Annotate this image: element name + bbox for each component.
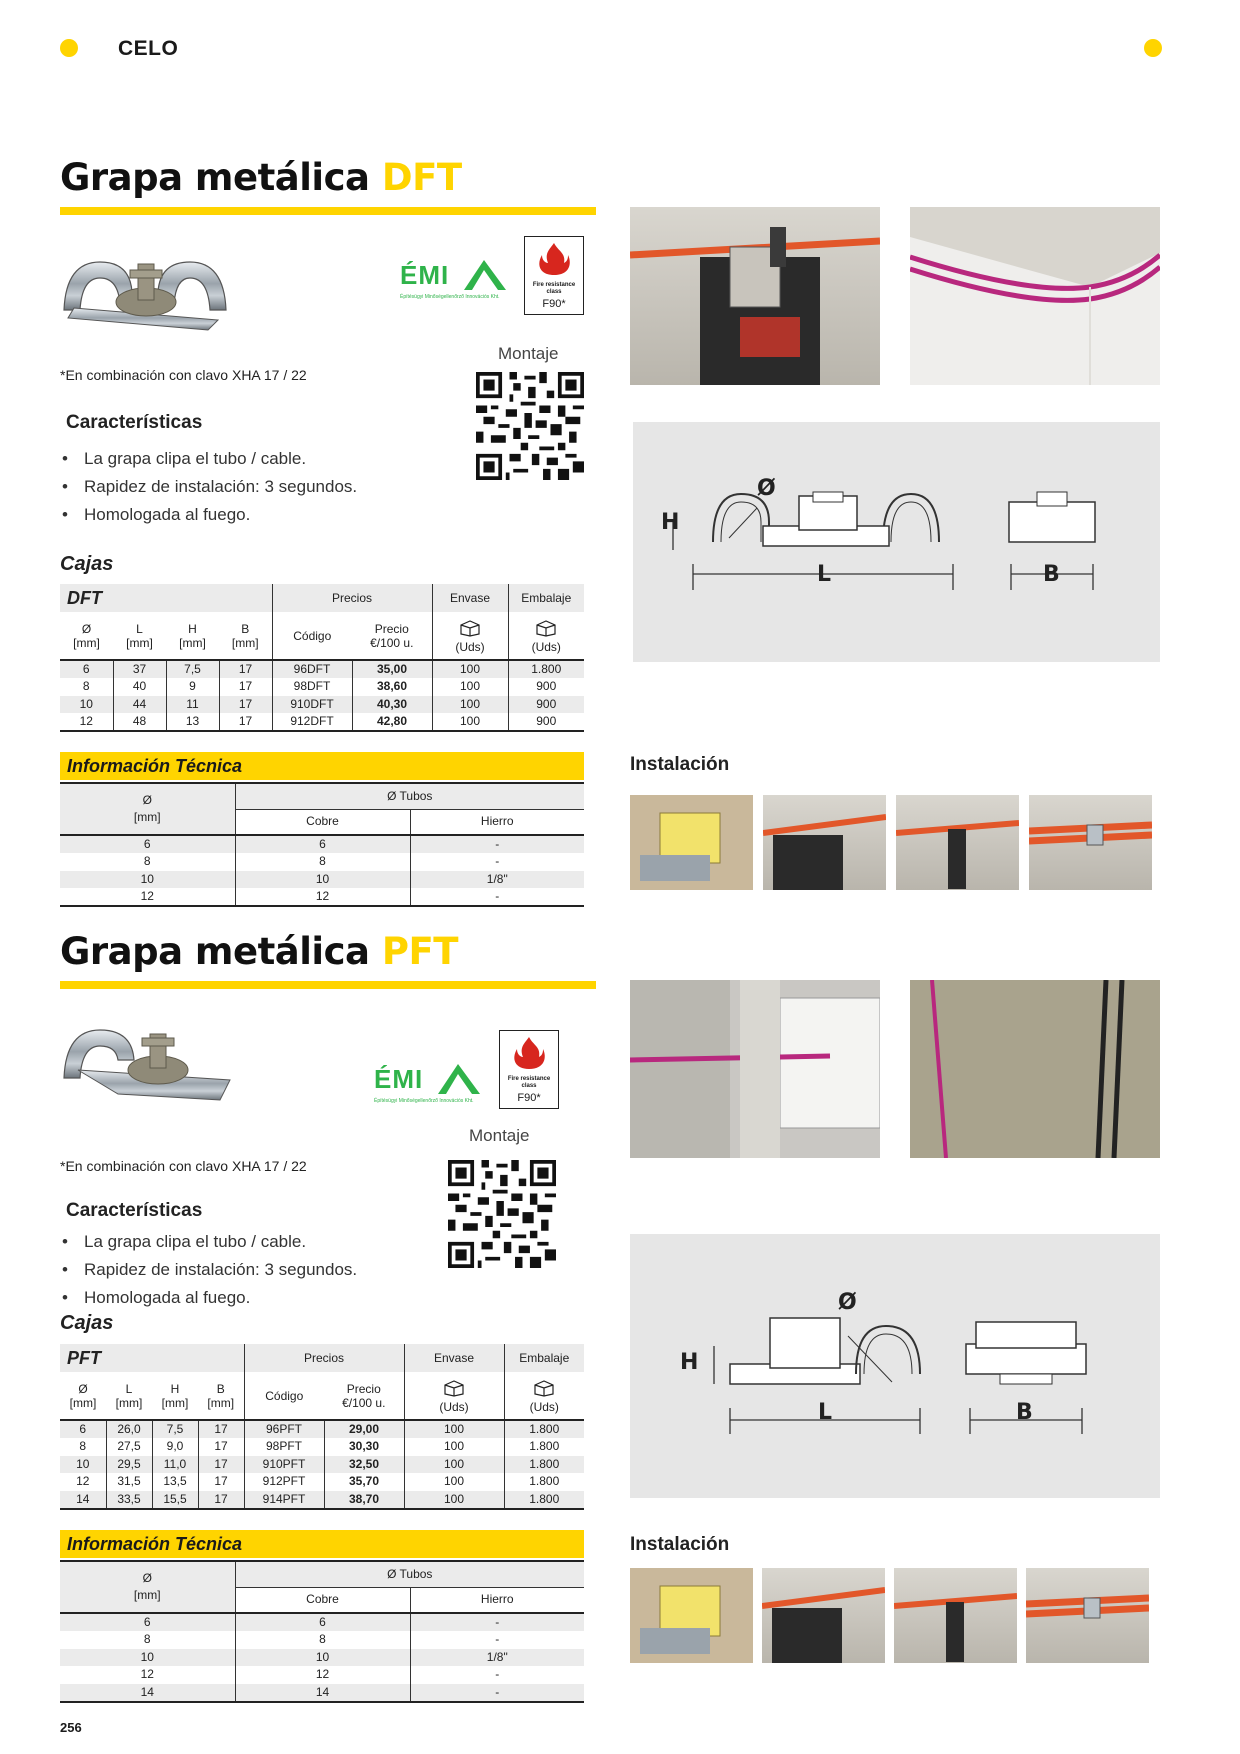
feature-item: • Rapidez de instalación: 3 segundos. (60, 477, 420, 497)
qr-code-montaje-dft[interactable] (476, 372, 584, 480)
price-table-pft (60, 1344, 584, 1510)
info-table-dft (60, 782, 584, 907)
diagram-label-h: H (661, 510, 680, 535)
page-number: 256 (60, 1720, 82, 1735)
installation-title: Instalación (630, 754, 730, 775)
col-height: H [mm] (166, 612, 219, 660)
table-row: 8 27,5 9,0 17 98PFT 30,30 100 1.800 (60, 1438, 584, 1456)
flame-icon (509, 1035, 549, 1071)
box-icon (458, 617, 482, 637)
install-photo-nail (894, 1568, 1017, 1663)
feature-item: • Homologada al fuego. (60, 505, 420, 525)
qr-code-montaje-pft[interactable] (448, 1160, 556, 1268)
install-photo-tool (763, 795, 886, 890)
table-row: 8 8 - (60, 853, 584, 871)
install-photo-clip (1029, 795, 1152, 890)
info-col-cobre: Cobre (235, 1587, 410, 1613)
installation-title: Instalación (630, 1534, 730, 1555)
col-length: L [mm] (106, 1372, 152, 1420)
group-precios: Precios (244, 1344, 404, 1372)
col-width: B [mm] (219, 612, 272, 660)
table-row: 6 26,0 7,5 17 96PFT 29,00 100 1.800 (60, 1420, 584, 1438)
diagram-label-b: B (1043, 562, 1060, 587)
diagram-label-h: H (680, 1350, 699, 1375)
install-photo-tool (762, 1568, 885, 1663)
emi-logo-dft (400, 250, 508, 306)
table-row: 12 12 - (60, 888, 584, 906)
feature-item: • La grapa clipa el tubo / cable. (60, 449, 420, 469)
box-icon (534, 617, 558, 637)
features-list (60, 1232, 420, 1316)
fire-text: Fire resistance class (532, 282, 576, 295)
col-envase: (Uds) (432, 612, 508, 660)
diagram-label-phi: Ø (838, 1290, 857, 1315)
photo-wall-box-pft (630, 980, 880, 1158)
info-table-pft (60, 1560, 584, 1703)
col-height: H [mm] (152, 1372, 198, 1420)
table-row: 8 8 - (60, 1631, 584, 1649)
emi-text: ÉMI (374, 1064, 424, 1094)
info-col-diameter: Ø [mm] (60, 1561, 235, 1613)
col-length: L [mm] (113, 612, 166, 660)
fire-badge-pft (499, 1030, 559, 1109)
install-photo-nail (896, 795, 1019, 890)
diagram-label-phi: Ø (757, 476, 776, 501)
photo-vertical-cables-pft (910, 980, 1160, 1158)
col-codigo: Código (272, 612, 352, 660)
feature-item: • La grapa clipa el tubo / cable. (60, 1232, 420, 1252)
price-table-dft (60, 584, 584, 732)
table-code-label: PFT (60, 1344, 244, 1372)
product-note: *En combinación con clavo XHA 17 / 22 (60, 1158, 307, 1174)
col-embalaje: (Uds) (504, 1372, 584, 1420)
col-envase: (Uds) (404, 1372, 504, 1420)
photo-corner-cables-dft (910, 207, 1160, 385)
table-row: 10 44 11 17 910DFT 40,30 100 900 (60, 696, 584, 714)
group-envase: Envase (404, 1344, 504, 1372)
dimension-diagram-dft (633, 422, 1160, 662)
emi-text: ÉMI (400, 260, 450, 290)
features-title: Características (66, 1200, 203, 1221)
product-title-pft: Grapa metálica PFT (60, 930, 459, 973)
install-photo-box (630, 795, 753, 890)
table-row: 6 6 - (60, 1613, 584, 1631)
table-row: 14 33,5 15,5 17 914PFT 38,70 100 1.800 (60, 1491, 584, 1509)
col-precio: Precio €/100 u. (324, 1372, 404, 1420)
box-icon (532, 1377, 556, 1397)
table-row: 8 40 9 17 98DFT 38,60 100 900 (60, 678, 584, 696)
col-embalaje: (Uds) (508, 612, 584, 660)
photo-installation-tool-dft (630, 207, 880, 385)
diagram-label-l: L (817, 562, 832, 587)
cajas-title: Cajas (60, 1312, 114, 1334)
info-col-tubos: Ø Tubos (235, 783, 584, 809)
table-row: 14 14 - (60, 1684, 584, 1702)
info-col-hierro: Hierro (410, 1587, 584, 1613)
info-title: Información Técnica (60, 1530, 584, 1558)
col-width: B [mm] (198, 1372, 244, 1420)
info-title: Información Técnica (60, 752, 584, 780)
title-underline (60, 207, 596, 215)
diagram-label-b: B (1016, 1400, 1033, 1425)
product-image-dft (58, 232, 236, 332)
info-col-cobre: Cobre (235, 809, 410, 835)
col-precio: Precio €/100 u. (352, 612, 432, 660)
info-col-tubos: Ø Tubos (235, 1561, 584, 1587)
product-title-dft: Grapa metálica DFT (60, 156, 462, 199)
install-photo-clip (1026, 1568, 1149, 1663)
table-row: 10 10 1/8" (60, 1649, 584, 1667)
title-underline (60, 981, 596, 989)
table-row: 12 12 - (60, 1666, 584, 1684)
montaje-label: Montaje (469, 1126, 530, 1145)
info-col-diameter: Ø [mm] (60, 783, 235, 835)
brand-name: CELO (118, 37, 179, 60)
install-photo-box (630, 1568, 753, 1663)
feature-item: • Homologada al fuego. (60, 1288, 420, 1308)
product-image-pft (58, 1008, 238, 1108)
col-diameter: Ø [mm] (60, 1372, 106, 1420)
group-embalaje: Embalaje (504, 1344, 584, 1372)
emi-subtext: Építésügyi Minőségellenőrző Innovációs Kht. (400, 294, 500, 300)
table-row: 10 29,5 11,0 17 910PFT 32,50 100 1.800 (60, 1456, 584, 1474)
fire-rating: F90* (517, 1092, 541, 1104)
feature-item: • Rapidez de instalación: 3 segundos. (60, 1260, 420, 1280)
emi-logo-pft (374, 1054, 482, 1110)
table-row: 12 31,5 13,5 17 912PFT 35,70 100 1.800 (60, 1473, 584, 1491)
col-diameter: Ø [mm] (60, 612, 113, 660)
diagram-label-l: L (818, 1400, 833, 1425)
box-icon (442, 1377, 466, 1397)
features-list (60, 449, 420, 533)
dimension-diagram-pft (630, 1234, 1160, 1498)
table-row: 12 48 13 17 912DFT 42,80 100 900 (60, 713, 584, 731)
group-embalaje: Embalaje (508, 584, 584, 612)
fire-rating: F90* (542, 298, 566, 310)
col-codigo: Código (244, 1372, 324, 1420)
table-row: 6 6 - (60, 835, 584, 853)
features-title: Características (66, 412, 203, 433)
emi-subtext: Építésügyi Minőségellenőrző Innovációs Kht. (374, 1098, 474, 1104)
fire-badge-dft (524, 236, 584, 315)
cajas-title: Cajas (60, 553, 114, 575)
group-precios: Precios (272, 584, 432, 612)
info-col-hierro: Hierro (410, 809, 584, 835)
montaje-label: Montaje (498, 344, 559, 363)
product-note: *En combinación con clavo XHA 17 / 22 (60, 367, 307, 383)
header-dot-left (60, 39, 78, 57)
table-code-label: DFT (60, 584, 272, 612)
header-dot-right (1144, 39, 1162, 57)
group-envase: Envase (432, 584, 508, 612)
table-row: 10 10 1/8" (60, 871, 584, 889)
flame-icon (534, 241, 574, 277)
table-row: 6 37 7,5 17 96DFT 35,00 100 1.800 (60, 660, 584, 678)
fire-text: Fire resistance class (507, 1076, 551, 1089)
